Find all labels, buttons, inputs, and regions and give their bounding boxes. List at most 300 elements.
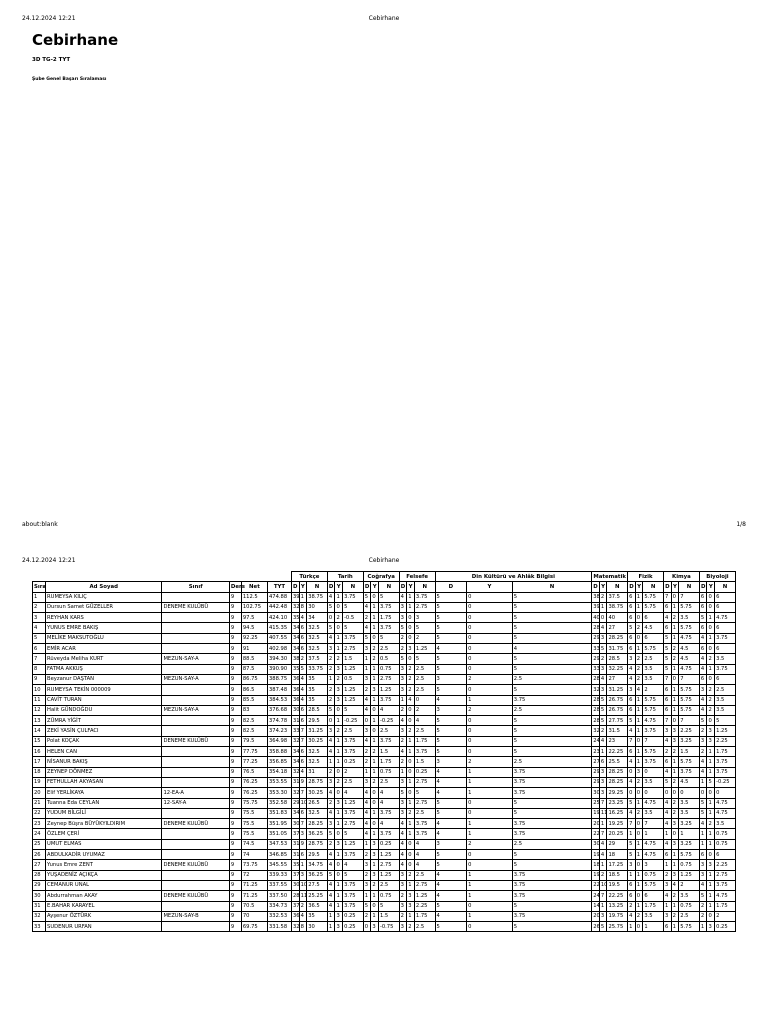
table-cell: 3: [671, 839, 679, 849]
table-cell: 5: [628, 798, 636, 808]
table-cell: 2: [363, 757, 371, 767]
table-cell: 74: [241, 850, 267, 860]
table-cell: 7: [628, 736, 636, 746]
table-cell: 4: [399, 850, 407, 860]
table-cell: 2.75: [414, 777, 435, 787]
table-cell: 35: [307, 695, 328, 705]
table-row: [33, 695, 736, 705]
table-cell: Dursun Samet GÜZELLER: [46, 602, 162, 612]
table-cell: 2: [628, 901, 636, 911]
table-cell: ZEYNEP DÖNMEZ: [46, 767, 162, 777]
table-cell: 402.98: [267, 644, 291, 654]
table-cell: 2: [699, 911, 707, 921]
table-row: [33, 592, 736, 602]
table-cell: 31.25: [307, 726, 328, 736]
header-spacer: [33, 572, 292, 582]
table-cell: 4: [299, 613, 307, 623]
table-cell: 2: [635, 654, 643, 664]
table-cell: 2: [671, 654, 679, 664]
table-cell: 1: [635, 798, 643, 808]
table-cell: 6: [299, 623, 307, 633]
table-cell: 1: [371, 613, 379, 623]
page-number: 1/8: [736, 521, 746, 528]
table-cell: 9: [229, 685, 241, 695]
table-cell: 11: [33, 695, 46, 705]
table-cell: 4: [435, 880, 467, 890]
table-cell: 0: [327, 613, 335, 623]
table-cell: 36.5: [307, 901, 328, 911]
table-cell: 4: [378, 798, 399, 808]
table-cell: 3.75: [512, 870, 591, 880]
table-cell: 5: [512, 664, 591, 674]
table-cell: 3: [599, 767, 607, 777]
table-cell: 4: [699, 819, 707, 829]
table-cell: 2: [371, 644, 379, 654]
table-cell: 353.55: [267, 777, 291, 787]
table-cell: 1: [399, 695, 407, 705]
table-cell: 3.5: [679, 613, 700, 623]
table-cell: 1: [363, 891, 371, 901]
table-cell: 3.75: [343, 633, 364, 643]
table-cell: 2: [467, 839, 513, 849]
table-cell: 3: [435, 757, 467, 767]
table-cell: 4: [628, 664, 636, 674]
table-cell: 35: [307, 674, 328, 684]
exam-name: 3D TG-2 TYT: [32, 57, 71, 63]
table-cell: 2: [407, 664, 415, 674]
table-cell: 415.35: [267, 623, 291, 633]
table-cell: 3: [671, 819, 679, 829]
table-cell: 34: [291, 633, 299, 643]
table-cell: 0: [467, 747, 513, 757]
table-cell: 1: [371, 623, 379, 633]
table-cell: 76.25: [241, 777, 267, 787]
table-cell: 0: [707, 674, 715, 684]
table-cell: 1: [335, 747, 343, 757]
table-cell: 4: [363, 705, 371, 715]
table-cell: 2: [414, 705, 435, 715]
table-cell: 31: [291, 716, 299, 726]
table-cell: MEZUN-SAY-A: [162, 705, 229, 715]
table-cell: 1: [33, 592, 46, 602]
table-cell: 7: [299, 788, 307, 798]
table-cell: 28.25: [607, 767, 628, 777]
table-cell: 7: [664, 592, 672, 602]
table-cell: -0.25: [715, 777, 736, 787]
table-cell: 34.75: [307, 860, 328, 870]
table-cell: 356.85: [267, 757, 291, 767]
table-cell: RUMEYSA TEKİN 000009: [46, 685, 162, 695]
table-cell: 2.75: [414, 602, 435, 612]
table-cell: [162, 685, 229, 695]
table-cell: 5: [699, 808, 707, 818]
table-cell: 0: [628, 767, 636, 777]
table-cell: 34: [291, 644, 299, 654]
table-cell: 352.58: [267, 798, 291, 808]
table-cell: 9: [229, 757, 241, 767]
table-cell: 6: [715, 592, 736, 602]
table-cell: 20: [33, 788, 46, 798]
table-cell: 0: [467, 633, 513, 643]
table-cell: 3.75: [512, 829, 591, 839]
table-cell: 2: [407, 808, 415, 818]
table-cell: 3.5: [643, 777, 664, 787]
table-cell: 4: [699, 654, 707, 664]
table-cell: 0: [467, 798, 513, 808]
table-cell: 28: [592, 695, 600, 705]
table-cell: 28.25: [607, 633, 628, 643]
table-cell: 4: [635, 685, 643, 695]
table-cell: 351.83: [267, 808, 291, 818]
table-cell: 1: [707, 891, 715, 901]
table-cell: 1: [671, 705, 679, 715]
table-cell: 3: [363, 726, 371, 736]
table-cell: 1: [467, 880, 513, 890]
table-cell: 31.75: [607, 644, 628, 654]
table-cell: 4: [414, 716, 435, 726]
table-cell: 5: [512, 654, 591, 664]
table-cell: 6: [628, 880, 636, 890]
table-cell: 0: [635, 633, 643, 643]
column-header-sub: D: [664, 582, 672, 592]
table-cell: 9: [229, 736, 241, 746]
table-cell: 29: [592, 654, 600, 664]
table-cell: ABDULKADİR UYUMAZ: [46, 850, 162, 860]
table-cell: 2: [343, 767, 364, 777]
table-cell: 4: [628, 674, 636, 684]
table-cell: 4: [435, 911, 467, 921]
table-cell: 1: [335, 757, 343, 767]
table-cell: 337.55: [267, 880, 291, 890]
table-row: [33, 664, 736, 674]
table-cell: 10: [33, 685, 46, 695]
table-cell: 34: [307, 613, 328, 623]
table-cell: 88.5: [241, 654, 267, 664]
table-cell: 1: [363, 839, 371, 849]
table-cell: 3.75: [414, 747, 435, 757]
table-cell: 3: [371, 839, 379, 849]
table-cell: 3.75: [378, 602, 399, 612]
table-cell: 3: [399, 685, 407, 695]
table-row: [33, 839, 736, 849]
table-cell: [162, 664, 229, 674]
table-cell: 2: [335, 674, 343, 684]
table-cell: 0.75: [643, 870, 664, 880]
table-cell: 76.25: [241, 788, 267, 798]
table-cell: 3.75: [343, 901, 364, 911]
table-cell: 0: [635, 891, 643, 901]
table-cell: 32: [291, 788, 299, 798]
table-cell: 3: [335, 798, 343, 808]
subject-header: Felsefe: [399, 572, 435, 582]
table-cell: 4: [435, 788, 467, 798]
table-cell: 3: [335, 685, 343, 695]
table-cell: 28.75: [307, 839, 328, 849]
table-cell: 9: [229, 911, 241, 921]
table-cell: 4: [363, 829, 371, 839]
table-cell: 6: [299, 747, 307, 757]
table-cell: 70.5: [241, 901, 267, 911]
table-cell: 1: [327, 674, 335, 684]
table-cell: 7: [643, 819, 664, 829]
table-cell: 32.5: [307, 757, 328, 767]
table-cell: 94.5: [241, 623, 267, 633]
table-cell: 4: [435, 644, 467, 654]
print-site-title: Cebirhane: [368, 557, 400, 564]
table-cell: 0.25: [414, 767, 435, 777]
table-cell: 2: [371, 880, 379, 890]
table-cell: 0.75: [378, 891, 399, 901]
table-cell: 11: [599, 808, 607, 818]
table-cell: 4: [363, 788, 371, 798]
table-cell: 0: [671, 788, 679, 798]
table-cell: 5: [435, 747, 467, 757]
table-cell: 4: [327, 747, 335, 757]
table-cell: 6: [664, 850, 672, 860]
table-cell: 5: [399, 654, 407, 664]
table-cell: 29.5: [307, 716, 328, 726]
table-cell: 2: [671, 798, 679, 808]
table-cell: 4: [343, 860, 364, 870]
table-cell: 1: [699, 777, 707, 787]
table-cell: 2: [399, 911, 407, 921]
table-cell: 6: [628, 891, 636, 901]
table-cell: 6: [699, 674, 707, 684]
table-cell: 1: [335, 850, 343, 860]
table-cell: 75.75: [241, 798, 267, 808]
table-cell: 0: [407, 767, 415, 777]
table-cell: 28.75: [307, 777, 328, 787]
table-cell: 4.75: [643, 798, 664, 808]
table-cell: 2: [707, 705, 715, 715]
table-cell: 2: [363, 613, 371, 623]
table-cell: 5: [33, 633, 46, 643]
table-cell: 1: [335, 644, 343, 654]
table-cell: 4.5: [643, 623, 664, 633]
table-cell: DENEME KULÜBÜ: [162, 819, 229, 829]
table-cell: 4: [699, 664, 707, 674]
table-cell: [162, 850, 229, 860]
table-cell: 9: [299, 777, 307, 787]
table-cell: 9: [229, 644, 241, 654]
table-cell: 2: [664, 870, 672, 880]
table-cell: 1: [699, 922, 707, 932]
table-cell: 3: [399, 880, 407, 890]
table-cell: 347.53: [267, 839, 291, 849]
table-cell: 20: [592, 911, 600, 921]
table-cell: 9: [229, 664, 241, 674]
table-cell: 3.75: [512, 911, 591, 921]
table-cell: 2: [635, 777, 643, 787]
table-cell: 23: [592, 747, 600, 757]
table-cell: 0: [699, 788, 707, 798]
table-row: [33, 705, 736, 715]
table-cell: 10: [299, 880, 307, 890]
table-cell: 4: [363, 808, 371, 818]
table-cell: 2: [327, 839, 335, 849]
subject-header: Biyoloji: [699, 572, 735, 582]
table-cell: 2: [335, 613, 343, 623]
table-cell: 4: [327, 880, 335, 890]
table-cell: 18.5: [607, 870, 628, 880]
table-cell: 1: [467, 788, 513, 798]
table-cell: 9: [229, 880, 241, 890]
table-cell: 1: [363, 654, 371, 664]
table-cell: 0: [407, 623, 415, 633]
table-cell: 3: [399, 922, 407, 932]
table-cell: 4: [299, 911, 307, 921]
table-cell: 3: [327, 819, 335, 829]
column-header-sub: Y: [407, 582, 415, 592]
results-table: [32, 571, 736, 932]
table-cell: 4: [599, 839, 607, 849]
table-cell: 8: [33, 664, 46, 674]
table-cell: 0: [707, 592, 715, 602]
column-header: Ders: [229, 582, 241, 592]
table-cell: 29: [592, 777, 600, 787]
table-cell: 4: [664, 767, 672, 777]
table-cell: 5.75: [643, 880, 664, 890]
table-cell: 2.5: [414, 870, 435, 880]
table-cell: 3: [699, 860, 707, 870]
table-cell: 9: [229, 592, 241, 602]
table-cell: 1: [628, 870, 636, 880]
table-cell: 29.25: [607, 788, 628, 798]
table-cell: 31.25: [607, 685, 628, 695]
table-cell: 1: [699, 839, 707, 849]
table-cell: [162, 880, 229, 890]
table-cell: 0: [335, 767, 343, 777]
table-cell: 3: [335, 839, 343, 849]
table-cell: 4.75: [715, 808, 736, 818]
table-cell: 3: [435, 674, 467, 684]
table-cell: 2: [363, 911, 371, 921]
table-cell: 3: [363, 644, 371, 654]
table-cell: 33: [33, 922, 46, 932]
table-row: [33, 808, 736, 818]
table-cell: 3: [363, 860, 371, 870]
table-cell: 1: [299, 860, 307, 870]
table-cell: 1: [407, 798, 415, 808]
table-cell: 6: [699, 592, 707, 602]
table-cell: 2.25: [414, 901, 435, 911]
table-cell: 1: [327, 922, 335, 932]
table-cell: 1: [635, 705, 643, 715]
table-cell: 9: [229, 788, 241, 798]
column-header: Sınıf: [162, 582, 229, 592]
table-cell: 4: [699, 695, 707, 705]
table-cell: 27: [607, 674, 628, 684]
table-cell: 2: [407, 922, 415, 932]
table-cell: 3.75: [512, 880, 591, 890]
table-cell: 32: [291, 602, 299, 612]
table-cell: 5: [512, 736, 591, 746]
table-cell: 1: [635, 850, 643, 860]
table-cell: 83: [241, 705, 267, 715]
table-cell: 0.25: [343, 911, 364, 921]
table-cell: 5: [343, 602, 364, 612]
table-cell: 0: [335, 788, 343, 798]
table-cell: 3: [327, 777, 335, 787]
header-row-groups: [33, 572, 736, 582]
table-cell: 5: [715, 716, 736, 726]
table-cell: 7: [679, 674, 700, 684]
table-cell: 4: [512, 644, 591, 654]
table-cell: 3: [371, 922, 379, 932]
table-cell: 331.58: [267, 922, 291, 932]
table-cell: 0: [407, 860, 415, 870]
table-cell: 1: [335, 891, 343, 901]
table-cell: Abdurrahman AKAY: [46, 891, 162, 901]
table-cell: 4: [399, 747, 407, 757]
table-cell: SUDENUR URFAN: [46, 922, 162, 932]
table-cell: 19.75: [607, 911, 628, 921]
table-cell: 2: [467, 705, 513, 715]
table-cell: 5: [628, 716, 636, 726]
table-cell: 3.75: [512, 695, 591, 705]
table-cell: 28.25: [607, 777, 628, 787]
table-cell: 5: [399, 623, 407, 633]
table-cell: 29: [607, 839, 628, 849]
subject-header: Din Kültürü ve Ahlâk Bilgisi: [435, 572, 592, 582]
table-cell: 2: [327, 798, 335, 808]
table-cell: 1.5: [378, 911, 399, 921]
table-cell: 3: [327, 644, 335, 654]
table-cell: 5: [512, 592, 591, 602]
table-cell: 36: [291, 685, 299, 695]
table-cell: 1: [671, 602, 679, 612]
table-cell: 3: [707, 736, 715, 746]
table-cell: 346.85: [267, 850, 291, 860]
table-cell: 2: [671, 777, 679, 787]
table-cell: 6: [699, 644, 707, 654]
table-cell: [162, 623, 229, 633]
table-cell: 2: [599, 592, 607, 602]
table-cell: 2: [399, 757, 407, 767]
table-cell: 0: [467, 654, 513, 664]
table-cell: 4: [299, 767, 307, 777]
table-cell: 4: [327, 788, 335, 798]
table-cell: 2.5: [715, 685, 736, 695]
table-cell: 5.75: [679, 623, 700, 633]
table-cell: 1: [407, 880, 415, 890]
table-cell: 5.75: [679, 695, 700, 705]
table-cell: 5: [435, 623, 467, 633]
table-cell: 5.75: [679, 757, 700, 767]
table-cell: 1: [671, 664, 679, 674]
table-cell: 5.75: [679, 685, 700, 695]
table-cell: 19: [33, 777, 46, 787]
table-cell: 1: [467, 911, 513, 921]
column-header-sub: N: [607, 582, 628, 592]
table-cell: 9: [229, 705, 241, 715]
table-cell: 19: [592, 850, 600, 860]
table-cell: 29: [592, 633, 600, 643]
table-cell: 9: [299, 839, 307, 849]
table-cell: [162, 922, 229, 932]
table-cell: [162, 757, 229, 767]
table-cell: 4: [599, 736, 607, 746]
column-header-sub: N: [715, 582, 736, 592]
table-cell: [162, 829, 229, 839]
table-cell: 7: [679, 592, 700, 602]
table-cell: 2.5: [512, 839, 591, 849]
column-header-sub: N: [679, 582, 700, 592]
table-cell: 3.25: [679, 736, 700, 746]
table-cell: 2: [399, 644, 407, 654]
table-cell: 69.75: [241, 922, 267, 932]
table-cell: 0: [635, 860, 643, 870]
